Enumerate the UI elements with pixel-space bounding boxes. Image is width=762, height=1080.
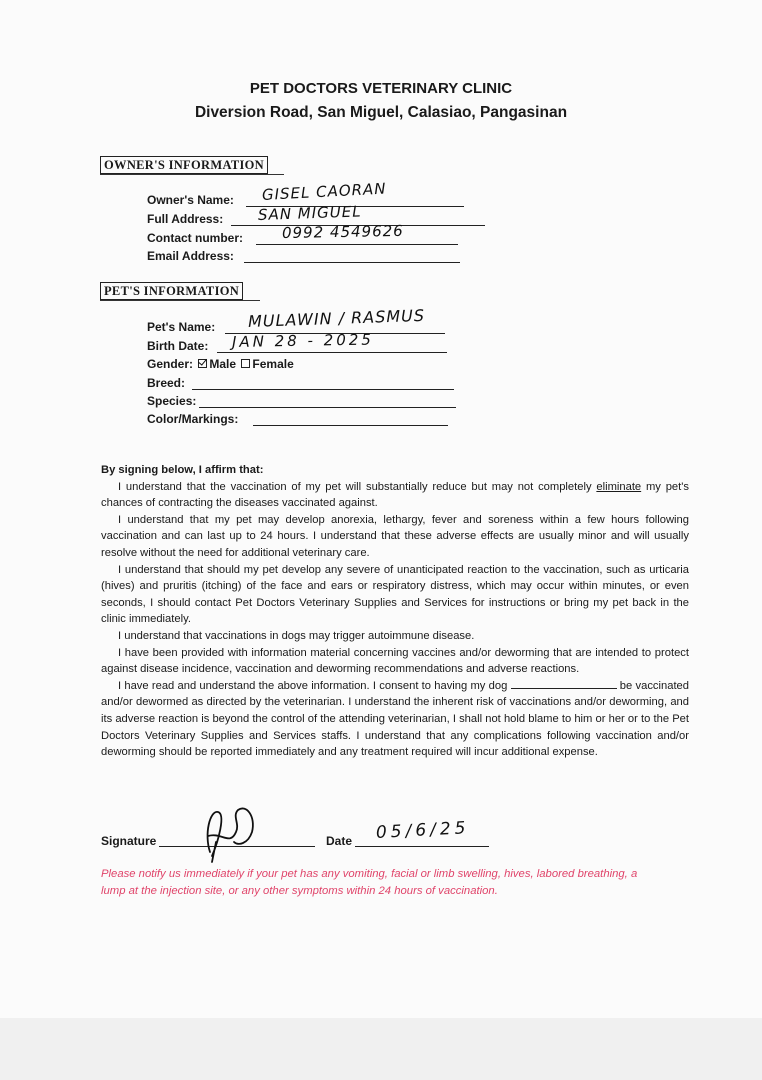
affirmation-p5: I have been provided with information material concerning vaccines and/or deworming that are intended to protect against disease incidence, vaccination and deworming recommendations and adverse reactions. xyxy=(101,646,689,676)
contact-number-line xyxy=(256,244,458,245)
male-checkbox[interactable] xyxy=(198,359,207,368)
affirmation-p2: I understand that my pet may develop anorexia, lethargy, fever and soreness within a few hours following vaccination and can last up to 24 hours. I understand that these adverse effects are usually minor and will usually resolve without the need for additional veterinary care. xyxy=(101,513,689,559)
signature-drawing xyxy=(196,802,266,864)
birth-date-value: JAN 28 - 2025 xyxy=(231,330,375,351)
male-label: Male xyxy=(209,357,237,371)
page-shadow xyxy=(0,1018,762,1080)
pet-section-rule xyxy=(100,300,260,301)
female-label: Female xyxy=(252,357,294,371)
owners-name-label: Owner's Name: xyxy=(147,193,234,207)
breed-label: Breed: xyxy=(147,376,186,390)
color-markings-line xyxy=(253,425,448,426)
pet-section-title: PET'S INFORMATION xyxy=(100,282,243,300)
clinic-name: PET DOCTORS VETERINARY CLINIC xyxy=(249,80,513,97)
birth-date-line xyxy=(217,352,447,353)
pets-name-label: Pet's Name: xyxy=(147,320,216,334)
affirmation-heading: By signing below, I affirm that: xyxy=(101,464,264,476)
birth-date-label: Birth Date: xyxy=(147,339,209,353)
color-markings-label: Color/Markings: xyxy=(147,412,239,426)
contact-number-label: Contact number: xyxy=(147,231,243,245)
affirmation-block xyxy=(101,462,689,761)
breed-line xyxy=(192,389,454,390)
clinic-address: Diversion Road, San Miguel, Calasiao, Pangasinan xyxy=(194,104,568,121)
pets-name-value: MULAWIN / RASMUS xyxy=(247,305,426,331)
email-line xyxy=(244,262,460,263)
full-address-value: SAN MIGUEL xyxy=(257,202,362,224)
email-label: Email Address: xyxy=(147,249,234,263)
signature-label: Signature xyxy=(101,834,157,848)
gender-row xyxy=(147,357,294,371)
date-line xyxy=(355,846,489,847)
species-label: Species: xyxy=(147,394,197,408)
affirmation-p4: I understand that vaccinations in dogs may trigger autoimmune disease. xyxy=(118,629,475,642)
affirmation-p3: I understand that should my pet develop any severe of unanticipated reaction to the vaccination, such as urticaria (hives) and pruritis (itching) of the face and ears or respiratory distress, which may occur within minutes, or even seconds, I should contact Pet Doctors Veterinary Supplies and Services for instructions or bring my pet back in the clinic immediately. xyxy=(101,563,689,626)
species-line xyxy=(199,407,456,408)
affirmation-p6: I have read and understand the above information. I consent to having my dog be vaccinated and/or dewormed as directed by the veterinarian. I understand the inherent risk of vaccinations and/or deworming, and its adverse reaction is beyond the control of the attending veterinarian, I shall not hold blame to him or her or to the Pet Doctors Veterinary Supplies and Services staffs. I understand that any complications following vaccination and/or deworming should be reported immediately and any treatment required will incur additional expense. xyxy=(101,679,689,759)
owner-section-rule xyxy=(100,174,284,175)
gender-label: Gender: xyxy=(147,357,194,371)
contact-number-value: 0992 4549626 xyxy=(281,221,404,242)
affirmation-p1: I understand that the vaccination of my pet will substantially reduce but may not completely eliminate my pet's chances of contracting the diseases vaccinated against. xyxy=(101,480,689,510)
female-checkbox[interactable] xyxy=(241,359,250,368)
owners-name-value: GISEL CAORAN xyxy=(261,179,387,204)
eliminate-underlined: eliminate xyxy=(596,480,642,493)
notice-text: Please notify us immediately if your pet has any vomiting, facial or limb swelling, hives, labored breathing, a lump at the injection site, or any other symptoms within 24 hours of vaccination. xyxy=(101,868,638,897)
owner-section-title: OWNER'S INFORMATION xyxy=(100,156,268,174)
full-address-label: Full Address: xyxy=(147,212,224,226)
date-value: 05/6/25 xyxy=(375,818,470,843)
dog-name-blank xyxy=(511,678,617,689)
date-label: Date xyxy=(326,834,353,848)
